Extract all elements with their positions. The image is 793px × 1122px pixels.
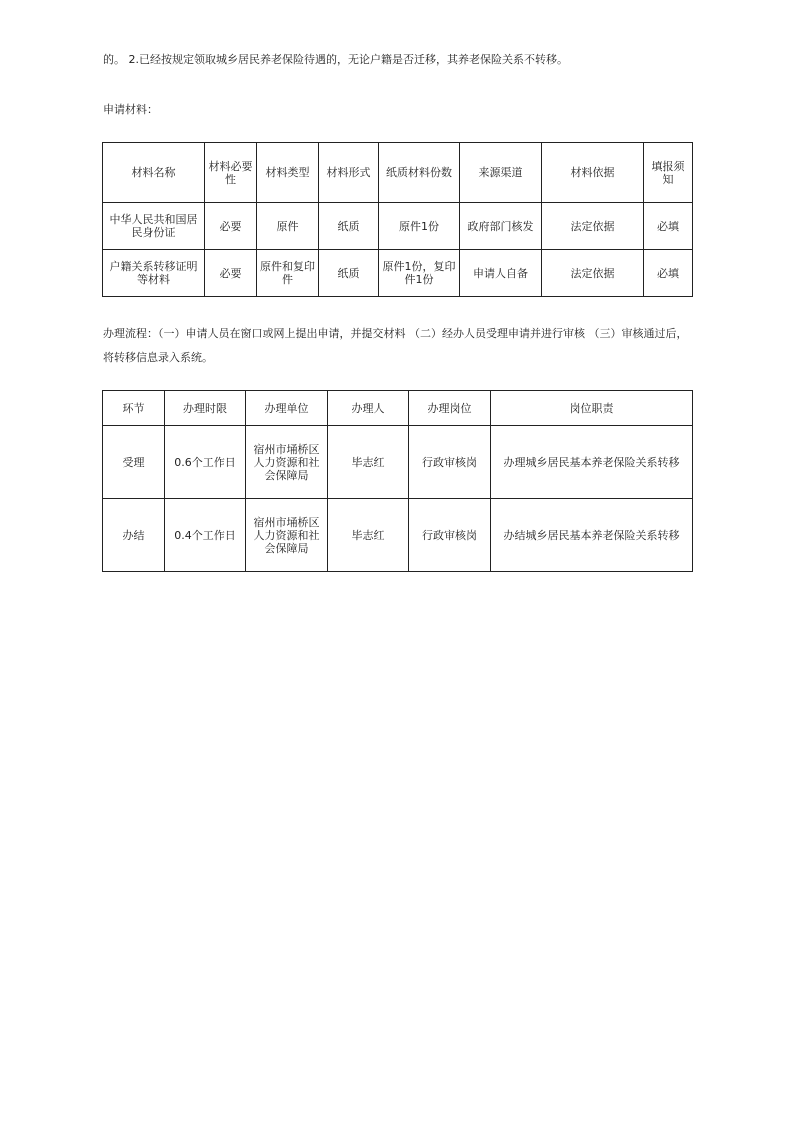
- process-description: 办理流程：（一）申请人员在窗口或网上提出申请，并提交材料 （二）经办人员受理申请并进行审核 （三）审核通过后，将转移信息录入系统。: [103, 327, 688, 364]
- header-cell: 材料形式: [319, 143, 379, 203]
- table-cell: 办理城乡居民基本养老保险关系转移: [491, 426, 693, 499]
- table-cell: 政府部门核发: [460, 203, 542, 250]
- table-cell: 宿州市埇桥区人力资源和社会保障局: [246, 499, 328, 572]
- header-cell: 办理岗位: [409, 391, 491, 426]
- table-cell: 原件1份，复印件1份: [379, 250, 460, 297]
- table-cell: 办结城乡居民基本养老保险关系转移: [491, 499, 693, 572]
- materials-table: [102, 142, 693, 297]
- header-cell: 来源渠道: [460, 143, 542, 203]
- table-row: [103, 426, 693, 499]
- header-cell: 纸质材料份数: [379, 143, 460, 203]
- table-cell: 原件和复印件: [257, 250, 319, 297]
- table-row: [103, 499, 693, 572]
- table-cell: 办结: [103, 499, 165, 572]
- table-cell: 必填: [644, 203, 693, 250]
- header-cell: 材料类型: [257, 143, 319, 203]
- materials-heading: 申请材料：: [103, 103, 158, 116]
- header-cell: 环节: [103, 391, 165, 426]
- intro-line: 的。 2.已经按规定领取城乡居民养老保险待遇的，无论户籍是否迁移，其养老保险关系不转移。: [103, 53, 568, 66]
- table-cell: 必要: [205, 250, 257, 297]
- table-cell: 0.4个工作日: [165, 499, 246, 572]
- table-cell: 中华人民共和国居民身份证: [103, 203, 205, 250]
- table-cell: 法定依据: [542, 250, 644, 297]
- table-cell: 纸质: [319, 203, 379, 250]
- table-cell: 必要: [205, 203, 257, 250]
- header-cell: 办理人: [328, 391, 409, 426]
- header-cell: 材料依据: [542, 143, 644, 203]
- table-cell: 毕志红: [328, 426, 409, 499]
- table-header-row: [103, 143, 693, 203]
- header-cell: 办理时限: [165, 391, 246, 426]
- header-cell: 办理单位: [246, 391, 328, 426]
- table-header-row: [103, 391, 693, 426]
- table-cell: 申请人自备: [460, 250, 542, 297]
- table-cell: 法定依据: [542, 203, 644, 250]
- header-cell: 材料名称: [103, 143, 205, 203]
- process-table: [102, 390, 693, 572]
- header-cell: 岗位职责: [491, 391, 693, 426]
- table-cell: 行政审核岗: [409, 499, 491, 572]
- header-cell: 材料必要性: [205, 143, 257, 203]
- table-cell: 宿州市埇桥区人力资源和社会保障局: [246, 426, 328, 499]
- table-cell: 受理: [103, 426, 165, 499]
- table-cell: 0.6个工作日: [165, 426, 246, 499]
- table-cell: 毕志红: [328, 499, 409, 572]
- table-cell: 纸质: [319, 250, 379, 297]
- table-row: [103, 250, 693, 297]
- table-cell: 原件1份: [379, 203, 460, 250]
- table-row: [103, 203, 693, 250]
- table-cell: 原件: [257, 203, 319, 250]
- table-cell: 必填: [644, 250, 693, 297]
- header-cell: 填报须知: [644, 143, 693, 203]
- table-cell: 行政审核岗: [409, 426, 491, 499]
- table-cell: 户籍关系转移证明等材料: [103, 250, 205, 297]
